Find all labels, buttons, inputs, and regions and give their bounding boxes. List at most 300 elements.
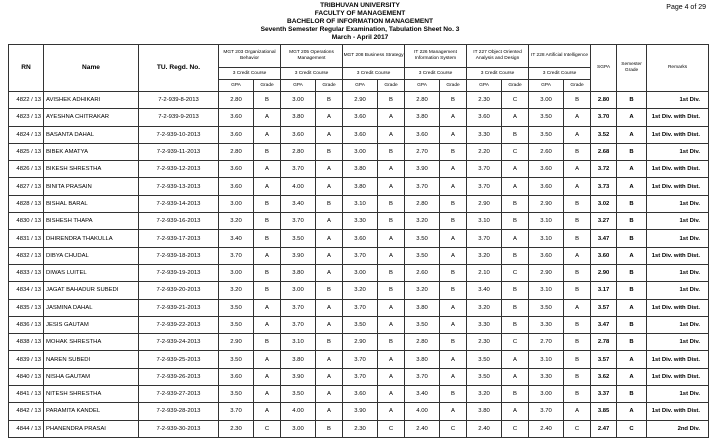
course-grade: A: [378, 368, 405, 385]
remarks: 1st Div.: [647, 92, 709, 109]
course-grade: A: [440, 368, 467, 385]
course-grade: A: [440, 109, 467, 126]
table-row: [9, 195, 709, 212]
course-gpa: 3.50: [467, 351, 502, 368]
roll-number: 4823 / 13: [9, 109, 44, 126]
student-name: BINITA PRASAIN: [44, 178, 139, 195]
table-row: [9, 420, 709, 437]
semester-grade: A: [617, 161, 647, 178]
course-gpa: 3.80: [281, 351, 316, 368]
table-row: [9, 178, 709, 195]
table-body: [9, 92, 709, 438]
remarks: 1st Div.: [647, 213, 709, 230]
course-gpa: 2.80: [219, 143, 254, 160]
table-row: [9, 316, 709, 333]
course-gpa: 3.50: [219, 316, 254, 333]
semester-grade: B: [617, 230, 647, 247]
table-row: [9, 264, 709, 281]
sgpa-value: 3.27: [591, 213, 617, 230]
remarks: 1st Div.: [647, 334, 709, 351]
roll-number: 4835 / 13: [9, 299, 44, 316]
table-row: [9, 230, 709, 247]
course-grade: A: [316, 299, 343, 316]
tu-regd-number: 7-2-939-28-2013: [139, 403, 219, 420]
faculty-name: FACULTY OF MANAGEMENT: [314, 10, 406, 17]
course-grade: A: [440, 126, 467, 143]
course-grade: B: [502, 213, 529, 230]
table-row: [9, 92, 709, 109]
student-name: MOHAK SHRESTHA: [44, 334, 139, 351]
course-gpa: 2.60: [405, 264, 440, 281]
remarks: 1st Div. with Dist.: [647, 247, 709, 264]
course-gpa: 3.60: [467, 109, 502, 126]
course-gpa: 3.40: [405, 386, 440, 403]
course-gpa: 3.70: [281, 161, 316, 178]
course-grade: A: [254, 368, 281, 385]
tu-regd-number: 7-2-939-9-2013: [139, 109, 219, 126]
course-gpa: 3.10: [529, 213, 564, 230]
course-gpa: 3.60: [405, 126, 440, 143]
course-gpa: 3.00: [343, 143, 378, 160]
course-grade: A: [502, 230, 529, 247]
tu-regd-number: 7-2-939-8-2013: [139, 92, 219, 109]
course-grade: B: [440, 143, 467, 160]
semester-grade: B: [617, 386, 647, 403]
course-grade: B: [254, 334, 281, 351]
semester-grade: A: [617, 126, 647, 143]
semester-grade: A: [617, 351, 647, 368]
course-gpa: 2.90: [343, 334, 378, 351]
course-gpa: 3.20: [405, 282, 440, 299]
course-grade: A: [316, 247, 343, 264]
table-row: [9, 403, 709, 420]
document-header: [0, 2, 720, 42]
course-grade: B: [378, 92, 405, 109]
course-grade: B: [316, 143, 343, 160]
course-header: IT 228 Artificial Intelligence: [529, 45, 591, 68]
course-gpa: 3.60: [343, 386, 378, 403]
roll-number: 4826 / 13: [9, 161, 44, 178]
course-gpa: 3.70: [343, 351, 378, 368]
sgpa-value: 2.90: [591, 264, 617, 281]
grade-subheader: Grade: [378, 80, 405, 92]
course-header: MGT 203 Organizational Behavior: [219, 45, 281, 68]
course-gpa: 3.80: [467, 403, 502, 420]
course-gpa: 3.50: [219, 386, 254, 403]
course-gpa: 3.10: [281, 334, 316, 351]
credit-label: 3 Credit Course: [343, 68, 405, 80]
tu-regd-number: 7-2-939-13-2013: [139, 178, 219, 195]
course-gpa: 3.80: [405, 351, 440, 368]
course-gpa: 2.40: [405, 420, 440, 437]
roll-number: 4833 / 13: [9, 264, 44, 281]
sgpa-value: 3.47: [591, 316, 617, 333]
course-grade: A: [502, 178, 529, 195]
course-gpa: 2.40: [529, 420, 564, 437]
course-grade: A: [564, 403, 591, 420]
remarks: 1st Div.: [647, 230, 709, 247]
credit-label: 3 Credit Course: [405, 68, 467, 80]
course-gpa: 2.20: [467, 143, 502, 160]
roll-number: 4824 / 13: [9, 126, 44, 143]
student-name: BISHAL BARAL: [44, 195, 139, 212]
course-gpa: 3.10: [529, 230, 564, 247]
tu-regd-number: 7-2-939-30-2013: [139, 420, 219, 437]
roll-number: 4838 / 13: [9, 334, 44, 351]
course-gpa: 3.70: [405, 178, 440, 195]
course-grade: A: [440, 316, 467, 333]
table-row: [9, 386, 709, 403]
course-grade: A: [564, 247, 591, 264]
course-grade: B: [502, 386, 529, 403]
course-gpa: 3.00: [219, 264, 254, 281]
remarks: 1st Div. with Dist.: [647, 178, 709, 195]
course-gpa: 2.30: [343, 420, 378, 437]
roll-number: 4831 / 13: [9, 230, 44, 247]
course-gpa: 3.50: [529, 126, 564, 143]
course-grade: A: [378, 109, 405, 126]
tu-regd-number: 7-2-939-12-2013: [139, 161, 219, 178]
course-grade: A: [564, 109, 591, 126]
course-grade: B: [564, 230, 591, 247]
gpa-subheader: GPA: [467, 80, 502, 92]
course-grade: A: [316, 109, 343, 126]
course-grade: C: [502, 92, 529, 109]
tu-regd-number: 7-2-939-18-2013: [139, 247, 219, 264]
course-grade: B: [440, 195, 467, 212]
roll-number: 4827 / 13: [9, 178, 44, 195]
roll-number: 4841 / 13: [9, 386, 44, 403]
course-grade: A: [564, 126, 591, 143]
course-grade: B: [502, 195, 529, 212]
course-gpa: 2.90: [343, 92, 378, 109]
course-gpa: 3.60: [219, 178, 254, 195]
course-grade: A: [440, 161, 467, 178]
semester-grade: B: [617, 143, 647, 160]
sgpa-value: 3.52: [591, 126, 617, 143]
roll-number: 4830 / 13: [9, 213, 44, 230]
course-gpa: 2.40: [467, 420, 502, 437]
student-name: JAGAT BAHADUR SUBEDI: [44, 282, 139, 299]
semester-grade: B: [617, 334, 647, 351]
course-grade: B: [254, 282, 281, 299]
course-grade: B: [502, 316, 529, 333]
course-grade: A: [502, 351, 529, 368]
course-grade: A: [254, 351, 281, 368]
program-name: BACHELOR OF INFORMATION MANAGEMENT: [286, 18, 434, 25]
exam-period: March - April 2017: [331, 34, 389, 41]
roll-number: 4839 / 13: [9, 351, 44, 368]
course-grade: B: [502, 126, 529, 143]
course-grade: A: [378, 247, 405, 264]
course-grade: A: [316, 126, 343, 143]
course-gpa: 2.70: [529, 334, 564, 351]
tu-regd-number: 7-2-939-16-2013: [139, 213, 219, 230]
course-grade: A: [502, 161, 529, 178]
course-grade: B: [254, 213, 281, 230]
semester-grade: A: [617, 109, 647, 126]
course-gpa: 3.70: [467, 178, 502, 195]
course-gpa: 3.10: [343, 195, 378, 212]
course-gpa: 3.70: [343, 368, 378, 385]
student-name: NITESH SHRESTHA: [44, 386, 139, 403]
table-row: [9, 126, 709, 143]
remarks: 1st Div. with Dist.: [647, 109, 709, 126]
course-grade: B: [316, 420, 343, 437]
grade-subheader: Grade: [502, 80, 529, 92]
course-grade: B: [440, 92, 467, 109]
course-gpa: 3.70: [281, 316, 316, 333]
course-gpa: 2.90: [529, 195, 564, 212]
course-gpa: 3.60: [343, 230, 378, 247]
course-grade: A: [254, 316, 281, 333]
roll-number: 4840 / 13: [9, 368, 44, 385]
course-gpa: 2.30: [467, 334, 502, 351]
course-gpa: 2.80: [405, 195, 440, 212]
course-grade: B: [254, 230, 281, 247]
course-gpa: 3.50: [281, 386, 316, 403]
remarks: 1st Div. with Dist.: [647, 126, 709, 143]
course-gpa: 3.20: [405, 213, 440, 230]
university-name: TRIBHUVAN UNIVERSITY: [320, 2, 400, 9]
course-grade: B: [316, 334, 343, 351]
course-grade: A: [316, 368, 343, 385]
course-grade: B: [564, 92, 591, 109]
course-gpa: 3.70: [343, 299, 378, 316]
course-grade: B: [440, 334, 467, 351]
remarks: 1st Div.: [647, 282, 709, 299]
table-row: [9, 351, 709, 368]
sgpa-header: SGPA: [591, 45, 617, 92]
course-gpa: 3.70: [281, 213, 316, 230]
course-grade: B: [564, 334, 591, 351]
sgpa-value: 2.80: [591, 92, 617, 109]
course-gpa: 3.30: [467, 126, 502, 143]
student-name: NISHA GAUTAM: [44, 368, 139, 385]
course-grade: B: [564, 195, 591, 212]
course-gpa: 3.50: [405, 230, 440, 247]
credit-label: 3 Credit Course: [219, 68, 281, 80]
course-grade: A: [254, 126, 281, 143]
sgpa-value: 3.70: [591, 109, 617, 126]
course-grade: C: [502, 264, 529, 281]
course-gpa: 3.20: [467, 299, 502, 316]
sgpa-value: 3.73: [591, 178, 617, 195]
course-grade: C: [502, 420, 529, 437]
student-name: BISHESH THAPA: [44, 213, 139, 230]
grade-subheader: Grade: [254, 80, 281, 92]
course-grade: A: [378, 403, 405, 420]
course-grade: A: [316, 386, 343, 403]
course-grade: B: [378, 334, 405, 351]
course-grade: B: [440, 386, 467, 403]
remarks: 1st Div. with Dist.: [647, 299, 709, 316]
course-gpa: 3.20: [219, 282, 254, 299]
course-gpa: 3.60: [529, 247, 564, 264]
course-gpa: 3.50: [405, 316, 440, 333]
semester-grade: A: [617, 178, 647, 195]
course-gpa: 2.60: [529, 143, 564, 160]
course-grade: B: [254, 92, 281, 109]
sgpa-value: 3.62: [591, 368, 617, 385]
table-row: [9, 143, 709, 160]
student-name: JESIS GAUTAM: [44, 316, 139, 333]
course-grade: B: [564, 351, 591, 368]
course-gpa: 3.20: [219, 213, 254, 230]
course-grade: B: [254, 195, 281, 212]
remarks: 1st Div.: [647, 143, 709, 160]
remarks: 1st Div.: [647, 386, 709, 403]
course-grade: A: [254, 299, 281, 316]
course-gpa: 3.70: [405, 368, 440, 385]
course-gpa: 3.90: [405, 161, 440, 178]
gpa-subheader: GPA: [343, 80, 378, 92]
course-gpa: 3.90: [343, 403, 378, 420]
tu-regd-number: 7-2-939-17-2013: [139, 230, 219, 247]
sgpa-value: 3.02: [591, 195, 617, 212]
course-grade: B: [316, 92, 343, 109]
course-gpa: 3.00: [281, 92, 316, 109]
course-grade: A: [378, 386, 405, 403]
course-gpa: 3.60: [219, 126, 254, 143]
course-gpa: 3.70: [281, 299, 316, 316]
course-grade: C: [502, 143, 529, 160]
table-row: [9, 299, 709, 316]
roll-number: 4832 / 13: [9, 247, 44, 264]
remarks: 1st Div. with Dist.: [647, 368, 709, 385]
course-gpa: 3.80: [343, 161, 378, 178]
course-grade: B: [502, 299, 529, 316]
table-row: [9, 247, 709, 264]
course-gpa: 3.30: [467, 316, 502, 333]
remarks: 1st Div.: [647, 195, 709, 212]
course-gpa: 3.60: [219, 161, 254, 178]
course-grade: B: [502, 247, 529, 264]
course-gpa: 3.40: [281, 195, 316, 212]
tu-regd-number: 7-2-939-21-2013: [139, 299, 219, 316]
course-grade: A: [378, 299, 405, 316]
semester-grade: B: [617, 282, 647, 299]
course-grade: A: [316, 403, 343, 420]
course-grade: B: [316, 282, 343, 299]
tu-regd-number: 7-2-939-10-2013: [139, 126, 219, 143]
course-gpa: 3.80: [405, 299, 440, 316]
course-gpa: 3.30: [529, 316, 564, 333]
semester-grade-header: Semester Grade: [617, 45, 647, 92]
tu-regd-number: 7-2-939-24-2013: [139, 334, 219, 351]
course-gpa: 3.80: [281, 264, 316, 281]
course-gpa: 3.20: [467, 386, 502, 403]
semester-grade: B: [617, 92, 647, 109]
semester-grade: A: [617, 247, 647, 264]
course-gpa: 3.70: [467, 230, 502, 247]
sgpa-value: 3.85: [591, 403, 617, 420]
course-grade: C: [440, 420, 467, 437]
remarks: 1st Div.: [647, 264, 709, 281]
course-gpa: 4.00: [281, 178, 316, 195]
course-grade: A: [440, 230, 467, 247]
table-row: [9, 109, 709, 126]
course-header: IT 227 Object Oriented Analysis and Design: [467, 45, 529, 68]
course-gpa: 3.60: [219, 368, 254, 385]
tabulation-table: [8, 44, 709, 438]
course-gpa: 3.60: [529, 161, 564, 178]
course-grade: B: [378, 143, 405, 160]
tu-regd-number: 7-2-939-20-2013: [139, 282, 219, 299]
course-gpa: 3.50: [343, 316, 378, 333]
table-row: [9, 282, 709, 299]
course-grade: A: [378, 126, 405, 143]
gpa-subheader: GPA: [219, 80, 254, 92]
course-grade: A: [254, 109, 281, 126]
course-grade: A: [378, 316, 405, 333]
course-grade: A: [316, 264, 343, 281]
course-grade: A: [254, 403, 281, 420]
course-gpa: 2.80: [405, 334, 440, 351]
student-name: PARAMITA KANDEL: [44, 403, 139, 420]
course-grade: B: [440, 264, 467, 281]
course-grade: A: [378, 230, 405, 247]
course-gpa: 3.50: [219, 351, 254, 368]
roll-number: 4822 / 13: [9, 92, 44, 109]
sgpa-value: 3.57: [591, 351, 617, 368]
course-grade: B: [254, 143, 281, 160]
roll-number: 4836 / 13: [9, 316, 44, 333]
sgpa-value: 3.60: [591, 247, 617, 264]
student-name: PHANENDRA PRASAI: [44, 420, 139, 437]
course-grade: B: [502, 282, 529, 299]
student-name: DIBYA CHUDAL: [44, 247, 139, 264]
roll-number: 4844 / 13: [9, 420, 44, 437]
course-grade: C: [254, 420, 281, 437]
table-header: [9, 45, 709, 92]
course-gpa: 3.70: [467, 161, 502, 178]
course-gpa: 3.90: [281, 368, 316, 385]
course-grade: A: [564, 178, 591, 195]
course-gpa: 2.80: [219, 92, 254, 109]
course-gpa: 3.00: [281, 282, 316, 299]
course-gpa: 3.90: [281, 247, 316, 264]
course-grade: B: [378, 213, 405, 230]
tu-regd-number: 7-2-939-26-2013: [139, 368, 219, 385]
student-name: AYESHNA CHITRAKAR: [44, 109, 139, 126]
course-grade: C: [378, 420, 405, 437]
course-gpa: 3.70: [529, 403, 564, 420]
grade-subheader: Grade: [440, 80, 467, 92]
course-grade: B: [378, 282, 405, 299]
course-grade: A: [254, 386, 281, 403]
course-gpa: 2.30: [467, 92, 502, 109]
course-gpa: 2.90: [529, 264, 564, 281]
semester-grade: B: [617, 195, 647, 212]
course-gpa: 3.60: [281, 126, 316, 143]
sgpa-value: 3.72: [591, 161, 617, 178]
exam-title: Seventh Semester Regular Examination, Tabulation Sheet No. 3: [260, 26, 460, 33]
tu-regd-number: 7-2-939-11-2013: [139, 143, 219, 160]
name-header: Name: [44, 45, 139, 92]
course-grade: B: [378, 195, 405, 212]
course-gpa: 3.40: [467, 282, 502, 299]
course-gpa: 3.50: [281, 230, 316, 247]
course-gpa: 3.60: [219, 109, 254, 126]
course-grade: A: [316, 316, 343, 333]
course-gpa: 2.70: [405, 143, 440, 160]
tu-regd-number: 7-2-939-22-2013: [139, 316, 219, 333]
course-gpa: 3.00: [219, 195, 254, 212]
semester-grade: B: [617, 264, 647, 281]
course-grade: A: [378, 351, 405, 368]
student-name: NAREN SUBEDI: [44, 351, 139, 368]
